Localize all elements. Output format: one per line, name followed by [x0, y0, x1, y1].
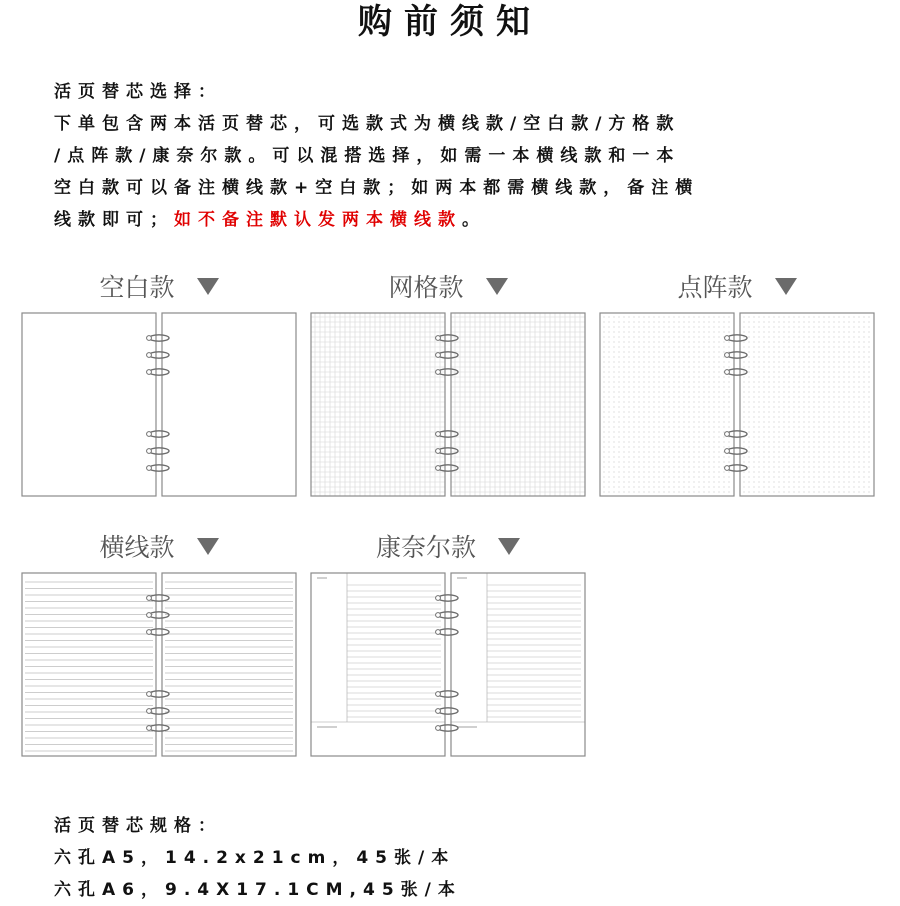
style-card-cornell [310, 526, 586, 758]
binder-ring-icon [436, 352, 458, 358]
binder-ring-icon [147, 352, 169, 358]
binder-ring-icon [147, 448, 169, 454]
intro-line-4-end: 。 [462, 210, 486, 230]
style-name-cornell: 康奈尔款 [375, 533, 476, 562]
intro-line-4 [54, 204, 699, 236]
binder-ring-icon [147, 629, 169, 635]
intro-line-2: /点阵款/康奈尔款。可以混搭选择，如需一本横线款和一本 [54, 146, 681, 166]
triangle-down-icon [486, 278, 508, 295]
paper-preview-cornell [310, 572, 586, 757]
default-warning-text: 如不备注默认发两本横线款 [174, 210, 462, 230]
style-label-grid [310, 266, 586, 306]
binder-ring-icon [436, 465, 458, 471]
binder-ring-icon [725, 352, 747, 358]
triangle-down-icon [197, 278, 219, 295]
binder-ring-icon [436, 725, 458, 731]
intro-line-3: 空白款可以备注横线款+空白款；如两本都需横线款，备注横 [54, 178, 700, 198]
binder-ring-icon [436, 708, 458, 714]
style-label-cornell [310, 526, 586, 566]
style-label-blank [21, 266, 297, 306]
binder-ring-icon [436, 448, 458, 454]
binder-ring-icon [147, 335, 169, 341]
binder-ring-icon [436, 595, 458, 601]
triangle-down-icon [498, 538, 520, 555]
binder-ring-icon [147, 725, 169, 731]
binder-ring-icon [725, 335, 747, 341]
page-title: 购前须知 [358, 2, 542, 42]
style-label-dot [599, 266, 875, 306]
binder-ring-icon [147, 708, 169, 714]
triangle-down-icon [197, 538, 219, 555]
binder-ring-icon [147, 369, 169, 375]
style-card-lined [21, 526, 297, 758]
style-name-dot: 点阵款 [677, 273, 753, 302]
refill-selection-section [54, 76, 699, 236]
style-name-lined: 横线款 [99, 533, 175, 562]
binder-ring-icon [725, 448, 747, 454]
intro-line-1: 下单包含两本活页替芯，可选款式为横线款/空白款/方格款 [54, 114, 681, 134]
refill-selection-heading: 活页替芯选择： [54, 82, 222, 102]
binder-ring-icon [147, 612, 169, 618]
binder-ring-icon [725, 465, 747, 471]
spec-a5: 六孔A5，14.2x21cm，45张/本 [54, 848, 456, 868]
paper-preview-lined [21, 572, 297, 757]
binder-ring-icon [147, 465, 169, 471]
binder-ring-icon [147, 595, 169, 601]
binder-ring-icon [436, 629, 458, 635]
style-card-blank [21, 266, 297, 498]
binder-ring-icon [147, 691, 169, 697]
style-card-grid [310, 266, 586, 498]
paper-preview-dot [599, 312, 875, 497]
refill-spec-heading: 活页替芯规格： [54, 816, 222, 836]
style-name-grid: 网格款 [388, 273, 464, 302]
style-card-dot [599, 266, 875, 498]
refill-spec-section [54, 810, 462, 906]
style-name-blank: 空白款 [99, 273, 175, 302]
binder-ring-icon [436, 612, 458, 618]
intro-line-4-text: 线款即可； [54, 210, 174, 230]
binder-ring-icon [436, 431, 458, 437]
paper-preview-blank [21, 312, 297, 497]
binder-ring-icon [147, 431, 169, 437]
spec-a6: 六孔A6，9.4X17.1CM,45张/本 [54, 880, 462, 900]
style-label-lined [21, 526, 297, 566]
binder-ring-icon [436, 335, 458, 341]
triangle-down-icon [775, 278, 797, 295]
binder-ring-icon [436, 691, 458, 697]
paper-preview-grid [310, 312, 586, 497]
binder-ring-icon [725, 431, 747, 437]
